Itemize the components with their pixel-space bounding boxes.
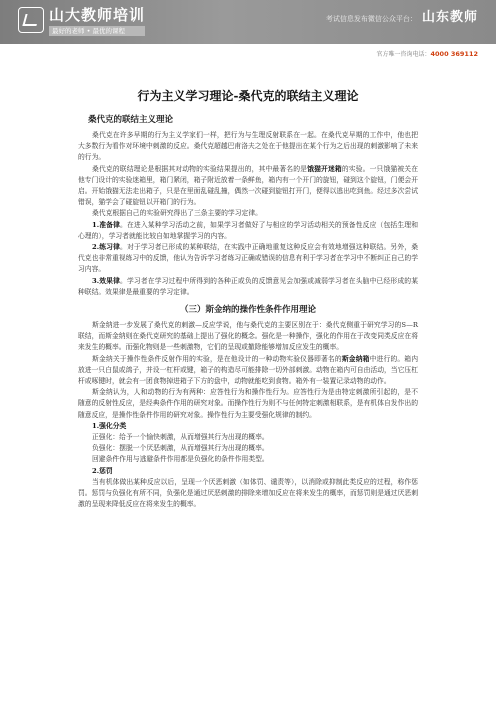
list-item: 负强化：摆脱一个厌恶刺激，从而增强其行为出现的概率。 <box>92 444 269 453</box>
subheading-reinforcement: 1.强化分类 <box>92 421 127 430</box>
paragraph: 桑代克的联结理论是根据其对动物的实验结果提出的，其中最著名的是饿猫开迷箱的实验。一只饿猫被关在他专门设计的实验迷箱里，箱门紧闭，箱子附近放着一条鲜鱼，箱内有一个开门的旋钮，碰到这个旋钮，门便会开启。开始饿猫无法走出箱子，只是在里面乱碰乱撞，偶然一次碰到旋钮打开门，便得以逃出吃到鱼。经过多次尝试错误，猫学会了碰旋钮以开箱门的行为。 <box>78 164 419 207</box>
hotline-number: 4000 369112 <box>430 50 478 58</box>
paragraph: 斯金纳进一步发展了桑代克的刺激—反应学说，他与桑代克的主要区别在于：桑代克侧重于研究学习的S—R联结，而斯金纳则在桑代克研究的基础上提出了强化的概念。强化是一种操作，强化的作用在于改变同类反应在将来发生的概率。而强化物则是一些刺激物，它们的呈现或撤除能够增加反应发生的概率。 <box>78 321 418 352</box>
wechat-info <box>326 6 478 25</box>
brand-name: 山大教师培训 <box>49 6 146 24</box>
wechat-brand: 山东教师 <box>421 10 478 25</box>
paragraph: 斯金纳关于操作性条件反射作用的实验，是在他设计的一种动物实验仪器即著名的斯金纳箱中进行的。箱内放进一只白鼠或鸽子，并设一杠杆或键，箱子的构造尽可能排除一切外部刺激。动物在箱内可自由活动，当它压杠杆或啄键时，就会有一团食物掉进箱子下方的盘中，动物就能吃到食物。箱外有一装置记录动物的动作。 <box>78 354 419 386</box>
brand-logo[interactable] <box>18 7 145 37</box>
paragraph: 斯金纳认为，人和动物的行为有两种：应答性行为和操作性行为。应答性行为是由特定刺激所引起的，是不随意的反射性反应，是经典条件作用的研究对象。而操作性行为则不与任何特定刺激相联系，是有机体自发作出的随意反应，是操作性条件作用的研究对象。操作性行为主要受强化规律的制约。 <box>78 388 418 419</box>
page-title: 行为主义学习理论-桑代克的联结主义理论 <box>137 89 359 103</box>
brand-slogan: 最好的老师 • 最优的课程 <box>49 26 145 36</box>
law-exercise: 2.练习律。对于学习者已形成的某种联结，在实践中正确地重复这种反应会有效地增强这种联结。另外，桑代克也非常重视练习中的反馈，他认为告诉学习者练习正确或错误的信息有利于学习者在学习中不断纠正自己的学习内容。 <box>78 243 418 274</box>
header-banner <box>0 0 496 44</box>
subheading-punishment: 2.惩罚 <box>92 466 113 475</box>
hotline-label: 官方唯一咨询电话： <box>376 51 431 58</box>
paragraph: 桑代克根据自己的实验研究得出了三条主要的学习定律。 <box>92 209 262 218</box>
section-heading-skinner: （三）斯金纳的操作性条件作用理论 <box>179 305 316 316</box>
law-effect: 3.效果律。学习者在学习过程中所得到的各种正或负的反馈意见会加强或减弱学习者在头脑中已经形成的某种联结。效果律是最重要的学习定律。 <box>78 276 418 296</box>
paragraph: 桑代克在许多早期的行为主义学家们一样，把行为与生理反射联系在一起。在桑代克早期的工作中，他也把大多数行为看作对环境中刺激的反应。桑代克超越巴甫洛夫之处在于他提出在某个行为之后出现的刺激影响了未来的行为。 <box>78 131 418 162</box>
list-item: 正强化：给予一个愉快刺激，从而增强其行为出现的概率。 <box>92 433 269 442</box>
hotline <box>376 49 478 58</box>
law-readiness: 1.准备律。在进入某种学习活动之前，如果学习者做好了与相应的学习活动相关的预备性反应（包括生理和心理的），学习者就能比较自如地掌握学习的内容。 <box>78 220 418 240</box>
list-item: 回避条件作用与逃避条件作用都是负强化的条件作用类型。 <box>92 455 269 464</box>
document-body <box>78 88 418 511</box>
wechat-label: 考试信息发布微信公众平台： <box>325 15 417 23</box>
section-heading-thorndike: 桑代克的联结主义理论 <box>88 115 174 125</box>
logo-icon <box>18 7 44 33</box>
highlight-term: 饿猫开迷箱 <box>307 164 342 173</box>
highlight-term: 斯金纳箱 <box>341 354 370 363</box>
paragraph: 当有机体做出某种反应以后，呈现一个厌恶刺激（如体罚、谴责等），以消除或抑制此类反应的过程，称作惩罚。惩罚与负强化有所不同，负强化是通过厌恶刺激的排除来增加反应在将来发生的概率，而惩罚则是通过厌恶刺激的呈现来降低反应在将来发生的概率。 <box>78 477 418 509</box>
